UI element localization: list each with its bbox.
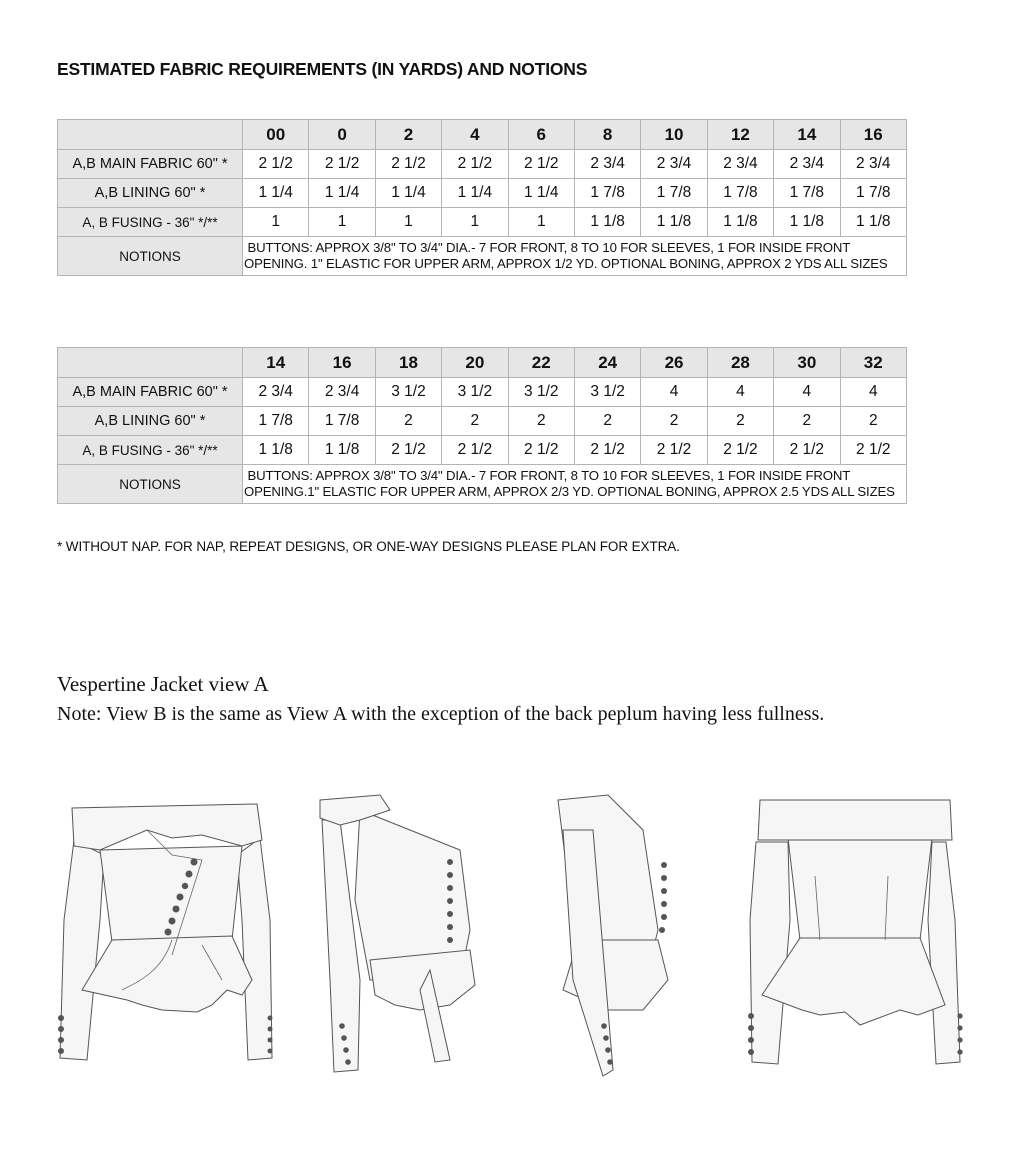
notions-row	[58, 237, 907, 276]
yardage-cell: 4	[707, 378, 773, 407]
yardage-cell: 1	[309, 208, 375, 237]
size-header: 20	[442, 348, 508, 378]
yardage-cell: 2 3/4	[641, 150, 707, 179]
yardage-cell: 1 1/4	[243, 179, 309, 208]
fusing-row	[58, 436, 907, 465]
jacket-side-illustration	[518, 780, 758, 1080]
yardage-cell: 2 1/2	[442, 436, 508, 465]
size-header: 14	[774, 120, 840, 150]
yardage-cell: 2	[707, 407, 773, 436]
yardage-cell: 2 1/2	[508, 436, 574, 465]
size-header: 30	[774, 348, 840, 378]
fusing-row	[58, 208, 907, 237]
footnote: * WITHOUT NAP. FOR NAP, REPEAT DESIGNS, OR ONE-WAY DESIGNS PLEASE PLAN FOR EXTRA.	[57, 539, 680, 554]
view-note: Note: View B is the same as View A with the exception of the back peplum having less fullness.	[57, 703, 825, 725]
yardage-cell: 3 1/2	[442, 378, 508, 407]
main-fabric-row	[58, 150, 907, 179]
size-header: 4	[442, 120, 508, 150]
size-header: 2	[375, 120, 441, 150]
size-header: 22	[508, 348, 574, 378]
yardage-cell: 2 1/2	[508, 150, 574, 179]
yardage-cell: 1 7/8	[707, 179, 773, 208]
yardage-cell: 1 7/8	[243, 407, 309, 436]
yardage-cell: 2 3/4	[574, 150, 640, 179]
row-label: A,B LINING 60" *	[58, 407, 243, 436]
notions-line: BUTTONS: APPROX 3/8" TO 3/4" DIA.- 7 FOR FRONT, 8 TO 10 FOR SLEEVES, 1 FOR INSIDE FRONT	[244, 240, 851, 255]
row-label: A,B MAIN FABRIC 60" *	[58, 378, 243, 407]
yardage-cell: 1 7/8	[774, 179, 840, 208]
row-label: NOTIONS	[58, 237, 243, 276]
yardage-cell: 1 1/4	[309, 179, 375, 208]
fabric-table-small-sizes	[57, 119, 907, 276]
row-label: A,B LINING 60" *	[58, 179, 243, 208]
yardage-cell: 1 7/8	[574, 179, 640, 208]
header-blank-cell	[58, 348, 243, 378]
yardage-cell: 1 1/4	[442, 179, 508, 208]
yardage-cell: 1 1/4	[375, 179, 441, 208]
jacket-front-illustration	[52, 780, 292, 1080]
yardage-cell: 1 1/8	[840, 208, 906, 237]
yardage-cell: 2 3/4	[309, 378, 375, 407]
row-label: A, B FUSING - 36" */**	[58, 208, 243, 237]
yardage-cell: 4	[840, 378, 906, 407]
yardage-cell: 2	[574, 407, 640, 436]
yardage-cell: 3 1/2	[574, 378, 640, 407]
size-header: 10	[641, 120, 707, 150]
main-fabric-row	[58, 378, 907, 407]
yardage-cell: 1 7/8	[840, 179, 906, 208]
yardage-cell: 1	[375, 208, 441, 237]
size-header-row	[58, 120, 907, 150]
size-header: 16	[840, 120, 906, 150]
yardage-cell: 2	[774, 407, 840, 436]
yardage-cell: 1 1/8	[309, 436, 375, 465]
size-header: 18	[375, 348, 441, 378]
size-header: 00	[243, 120, 309, 150]
yardage-cell: 2 1/2	[442, 150, 508, 179]
yardage-cell: 2 3/4	[774, 150, 840, 179]
yardage-cell: 3 1/2	[375, 378, 441, 407]
yardage-cell: 2	[375, 407, 441, 436]
yardage-cell: 1	[508, 208, 574, 237]
row-label: A,B MAIN FABRIC 60" *	[58, 150, 243, 179]
header-blank-cell	[58, 120, 243, 150]
yardage-cell: 2 3/4	[243, 378, 309, 407]
yardage-cell: 1 1/8	[574, 208, 640, 237]
yardage-cell: 2	[442, 407, 508, 436]
yardage-cell: 2 1/2	[840, 436, 906, 465]
yardage-cell: 2	[641, 407, 707, 436]
jacket-back-illustration	[740, 780, 980, 1080]
yardage-cell: 4	[774, 378, 840, 407]
notions-line: OPENING. 1" ELASTIC FOR UPPER ARM, APPROX 1/2 YD. OPTIONAL BONING, APPROX 2 YDS ALL SIZES	[244, 256, 888, 271]
size-header: 14	[243, 348, 309, 378]
yardage-cell: 2	[840, 407, 906, 436]
size-header: 8	[574, 120, 640, 150]
size-header: 12	[707, 120, 773, 150]
yardage-cell: 2 1/2	[309, 150, 375, 179]
notions-text	[243, 237, 907, 276]
jacket-three-quarter-illustration	[300, 780, 540, 1080]
size-header: 32	[840, 348, 906, 378]
yardage-cell: 2 1/2	[375, 436, 441, 465]
yardage-cell: 2 1/2	[243, 150, 309, 179]
lining-row	[58, 179, 907, 208]
yardage-cell: 1 1/8	[707, 208, 773, 237]
fabric-table-large-sizes	[57, 347, 907, 504]
size-header: 28	[707, 348, 773, 378]
yardage-cell: 2 1/2	[375, 150, 441, 179]
size-header: 24	[574, 348, 640, 378]
row-label: A, B FUSING - 36" */**	[58, 436, 243, 465]
row-label: NOTIONS	[58, 465, 243, 504]
size-header-row	[58, 348, 907, 378]
size-header: 0	[309, 120, 375, 150]
yardage-cell: 4	[641, 378, 707, 407]
size-header: 6	[508, 120, 574, 150]
yardage-cell: 1	[243, 208, 309, 237]
yardage-cell: 2 1/2	[774, 436, 840, 465]
yardage-cell: 1 1/4	[508, 179, 574, 208]
page-title: ESTIMATED FABRIC REQUIREMENTS (IN YARDS) AND NOTIONS	[57, 59, 588, 79]
lining-row	[58, 407, 907, 436]
yardage-cell: 2 3/4	[707, 150, 773, 179]
yardage-cell: 1 1/8	[641, 208, 707, 237]
notions-line: BUTTONS: APPROX 3/8" TO 3/4" DIA.- 7 FOR FRONT, 8 TO 10 FOR SLEEVES, 1 FOR INSIDE FRONT	[244, 468, 851, 483]
notions-text	[243, 465, 907, 504]
yardage-cell: 3 1/2	[508, 378, 574, 407]
yardage-cell: 1 1/8	[243, 436, 309, 465]
yardage-cell: 2 1/2	[707, 436, 773, 465]
size-header: 26	[641, 348, 707, 378]
yardage-cell: 2 1/2	[641, 436, 707, 465]
size-header: 16	[309, 348, 375, 378]
view-title: Vespertine Jacket view A	[57, 672, 269, 696]
yardage-cell: 1 7/8	[641, 179, 707, 208]
notions-row	[58, 465, 907, 504]
yardage-cell: 1	[442, 208, 508, 237]
yardage-cell: 2	[508, 407, 574, 436]
yardage-cell: 1 1/8	[774, 208, 840, 237]
yardage-cell: 1 7/8	[309, 407, 375, 436]
notions-line: OPENING.1" ELASTIC FOR UPPER ARM, APPROX 2/3 YD. OPTIONAL BONING, APPROX 2.5 YDS ALL SIZES	[244, 484, 895, 499]
yardage-cell: 2 1/2	[574, 436, 640, 465]
yardage-cell: 2 3/4	[840, 150, 906, 179]
